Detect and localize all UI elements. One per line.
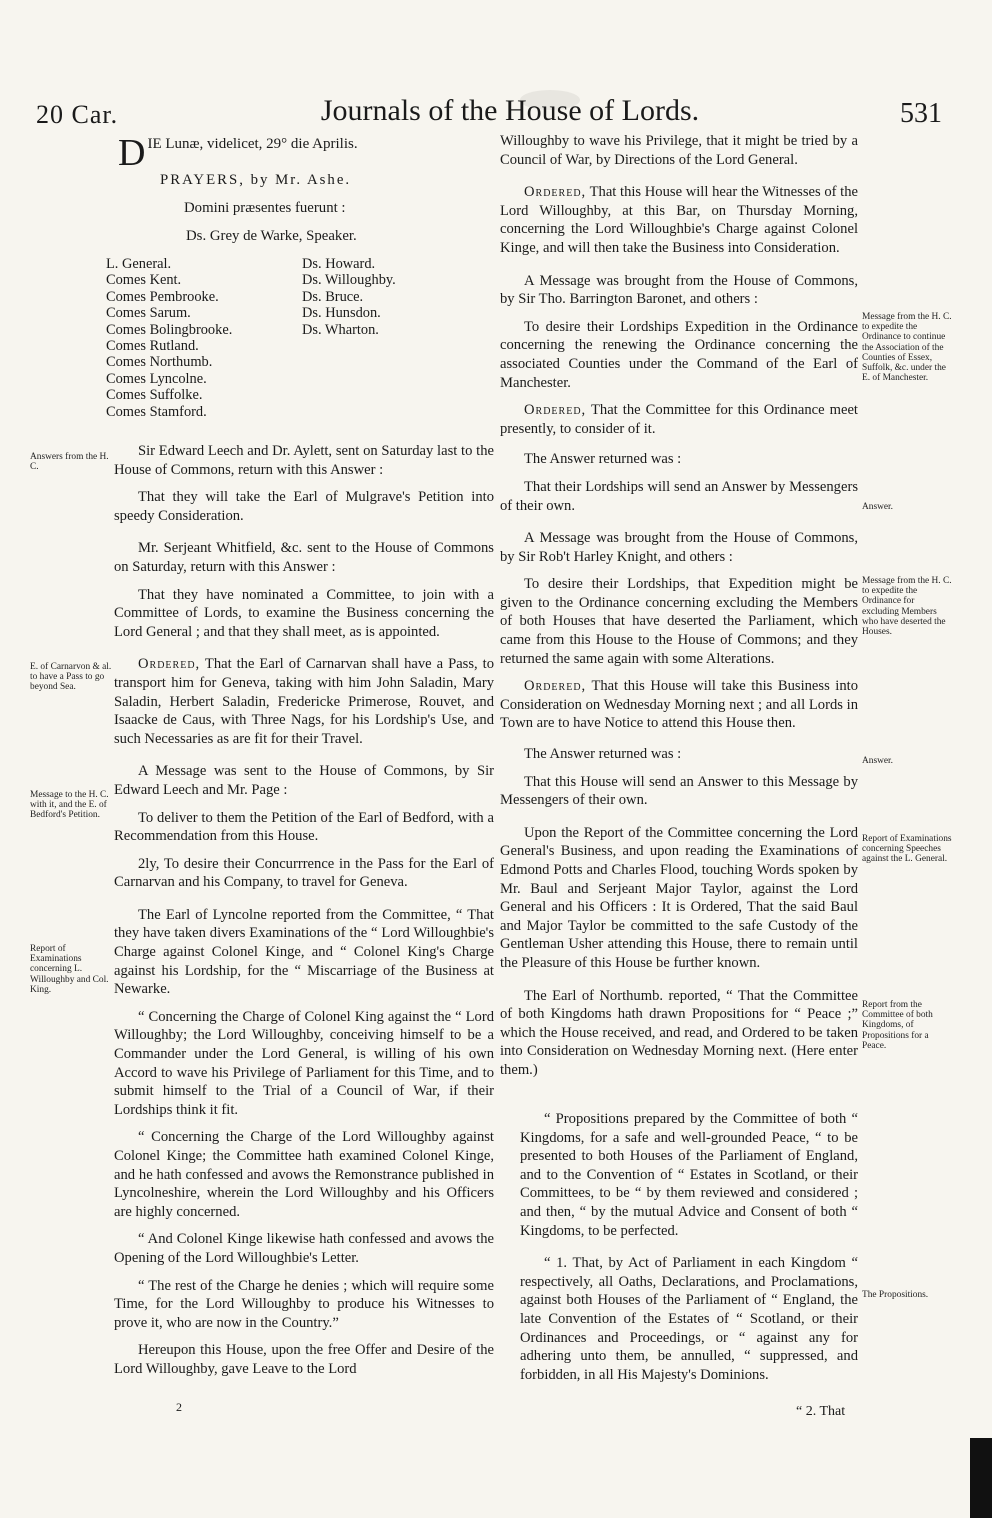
paragraph: The Answer returned was : [524,746,682,763]
lord-name: Comes Pembrooke. [106,288,219,305]
lord-name: Ds. Bruce. [302,288,364,305]
lord-name: Comes Kent. [106,272,182,289]
paragraph: Upon the Report of the Committee concerning the Lord General's Business, and upon reading the Examinations of Edmond Potts and Charles Flood, touching Words spoken by Mr. Baul and Serjeant Major Taylor, against the Lord General and his Officers : It is Ordered, That the said Baul and Major Taylor be committed to the safe Custody of the Gentleman Usher attending this House, there to remain until the Pleasure of this House be further known. [500,824,858,971]
paragraph: Hereupon this House, upon the free Offer and Desire of the Lord Willoughby, gave Leave to the Lord [114,1342,494,1377]
lord-name: Ds. Willoughby. [302,272,396,289]
order-paragraph [500,183,858,257]
date-line [118,132,498,174]
journal-title: Journals of the House of Lords. [320,94,700,127]
ordered-label: Ordered, [138,656,201,673]
paragraph: 2ly, To desire their Concurrrence in the Pass for the Earl of Carnarvan and his Company, to travel for Geneva. [114,855,494,891]
lord-name: Comes Suffolke. [106,387,203,404]
quoted-paragraph: “ Concerning the Charge of the Lord Willoughby against Colonel Kinge; the Committee hath examined Colonel Kinge, and he hath confessed and avows the Remonstrance published in Lyncolneshire, wherein the Lord Willoughby and his Officers are highly concerned. [114,1129,494,1220]
report-paragraph: The Earl of Lyncolne reported from the Committee, “ That they have taken divers Examinations of the “ Lord Willoughbie's Charge against Colonel Kinge, and “ Colonel King's Charge against his Lordship, for the “ Miscarriage of the Business at Newarke. [114,906,494,998]
right-column [500,132,858,1089]
lord-name: Comes Northumb. [106,354,213,371]
paragraph: To desire their Lordships, that Expedition might be given to the Ordinance concerning excluding the Members of both Houses that have deserted the Parliament, which came from this House to the House of Commons; and they returned the same again with some Alterations. [500,576,858,667]
paragraph: That this House will send an Answer to this Message by Messengers of their own. [500,773,858,809]
paragraph: A Message was brought from the House of Commons, by Sir Rob't Harley Knight, and others : [500,530,858,565]
lord-name: Ds. Wharton. [302,321,379,338]
margin-note: Answer. [862,756,893,766]
order-text: That this House will take this Business into Consideration on Wednesday Morning next ; and all Lords in Town are to have Notice to attend this House then. [500,678,858,732]
paragraph: Willoughby to wave his Privilege, that it might be tried by a Council of War, by Directions of the Lord General. [500,133,858,168]
quoted-paragraph: “ Concerning the Charge of Colonel King against the “ Lord Willoughby; the Lord Willoughby, conceiving himself to be a Commander under the Lord General, is willing of his own Accord to wave his Privilege of Parliament for this Time, and to submit himself to the Trial of a Council of War, if their Lordships think it fit. [114,1008,494,1118]
paragraph: To deliver to them the Petition of the Earl of Bedford, with a Recommendation from this House. [114,809,494,845]
lord-name: Ds. Howard. [302,256,376,272]
quoted-paragraph: “ And Colonel Kinge likewise hath confessed and avows the Opening of the Lord Willoughbie's Letter. [114,1231,494,1266]
ordered-label: Ordered, [524,184,587,201]
scan-edge-shadow [970,1438,992,1518]
present-line: Domini præsentes fuerunt : [184,200,346,216]
paragraph: That they will take the Earl of Mulgrave's Petition into speedy Consideration. [114,489,494,524]
lord-name: Comes Sarum. [106,305,191,322]
order-paragraph [500,401,858,438]
margin-note: The Propositions. [862,1290,929,1300]
lord-name: Comes Bolingbrooke. [106,321,233,338]
catchword: “ 2. That [796,1404,846,1419]
page-number: 531 [900,98,942,129]
header-session: 20 Car. [36,100,119,129]
paragraph: A Message was sent to the House of Commons, by Sir Edward Leech and Mr. Page : [114,763,494,798]
margin-note: Message from the H. C. to expedite the Ordinance for excluding Members who have deserted the Houses. [862,576,952,638]
lord-name: Comes Stamford. [106,403,207,420]
lords-list-right [302,256,396,338]
drop-cap: D [118,132,146,174]
margin-note: Answers from the H. C. [30,452,109,473]
margin-note: Message from the H. C. to expedite the Ordinance to continue the Association of the Counties of Essex, Suffolk, &c. under the E. of Manchester. [862,312,952,384]
ordered-label: Ordered, [524,678,587,695]
paragraph: Sir Edward Leech and Dr. Aylett, sent on Saturday last to the House of Commons, return with this Answer : [114,443,494,478]
paragraph: The Answer returned was : [524,451,682,468]
paragraph: A Message was brought from the House of Commons, by Sir Tho. Barrington Baronet, and others : [500,272,858,308]
lord-name: Comes Rutland. [106,338,199,355]
order-text: That the Committee for this Ordinance meet presently, to consider of it. [500,402,858,437]
margin-note: Report of Examinations concerning Speeches against the L. General. [862,834,952,865]
margin-note: Answer. [862,502,893,512]
order-paragraph [114,655,494,748]
date-text: IE Lunæ, videlicet, 29° die Aprilis. [147,136,358,152]
order-text: That the Earl of Carnarvan shall have a Pass, to transport him for Geneva, taking with him John Saladin, Mary Saladin, Herbert Saladin, Fredericke Primerose, Rouvet, and Isaacke de Caus, with Three Nags, for his Lordship's Use, and such Necessaries as are fit for their Travel. [114,656,494,747]
margin-note: Report of Examinations concerning L. Willoughby and Col. King. [30,944,109,995]
paragraph: Mr. Serjeant Whitfield, &c. sent to the House of Commons on Saturday, return with this Answer : [114,540,494,575]
lords-list-left [106,256,232,420]
paper-stain [520,90,580,110]
paragraph: That their Lordships will send an Answer by Messengers of their own. [500,478,858,514]
proposition-1: “ 1. That, by Act of Parliament in each Kingdom “ respectively, all Oaths, Declarations, and Proclamations, against both Houses of the Parliament of “ England, the late Convention of the Estates of “ Scotland, or their Ordinances and Proceedings, or “ against any for adhering unto them, be annulled, “ suppressed, and forbidden, in all His Majesty's Dominions. [520,1255,858,1383]
order-text: That this House will hear the Witnesses of the Lord Willoughby, at this Bar, on Thursday Morning, concerning the Lord Willoughbie's Charge against Colonel Kinge, and will then take the Business into Consideration. [500,184,858,256]
propositions-preamble: “ Propositions prepared by the Committee of both “ Kingdoms, for a safe and well-grounded Peace, “ to be presented to both Houses of the Parliament of England, and to the Convention of “ Estates in Scotland, or their Committees, to be “ by them reviewed and considered ; and then, “ by the mutual Advice and Consent of both “ Kingdoms, to be perfected. [520,1111,858,1239]
ordered-label: Ordered, [524,402,587,419]
order-paragraph [500,677,858,733]
margin-note: Report from the Committee of both Kingdoms, of Propositions for a Peace. [862,1000,933,1051]
margin-note: E. of Carnarvon & al. to have a Pass to go beyond Sea. [30,662,112,693]
paragraph: To desire their Lordships Expedition in the Ordinance concerning the renewing the Ordinance concerning the associated Counties under the Command of the Earl of Manchester. [500,318,858,391]
paragraph: That they have nominated a Committee, to join with a Committee of Lords, to examine the Business concerning the Lord General ; and that they shall meet, as is appointed. [114,586,494,640]
lord-name: Comes Lyncolne. [106,370,207,387]
prayers-line: PRAYERS, by Mr. Ashe. [160,172,352,188]
quoted-paragraph: “ The rest of the Charge he denies ; which will require some Time, for the Lord Willoughby to produce his Witnesses to prove it, who are now in the Country.” [114,1277,494,1331]
left-column [114,442,494,1388]
speaker-line: Ds. Grey de Warke, Speaker. [186,228,357,244]
propositions-block [520,1110,858,1393]
margin-note: Message to the H. C. with it, and the E. of Bedford's Petition. [30,790,109,821]
paragraph: The Earl of Northumb. reported, “ That the Committee of both Kingdoms hath drawn Propositions for “ Peace ;” which the House received, and read, and Ordered to be taken into Consideration on Wednesday Morning next. (Here enter them.) [500,987,858,1078]
lord-name: L. General. [106,256,172,272]
lord-name: Ds. Hunsdon. [302,305,381,322]
signature-mark: 2 [176,1400,182,1414]
